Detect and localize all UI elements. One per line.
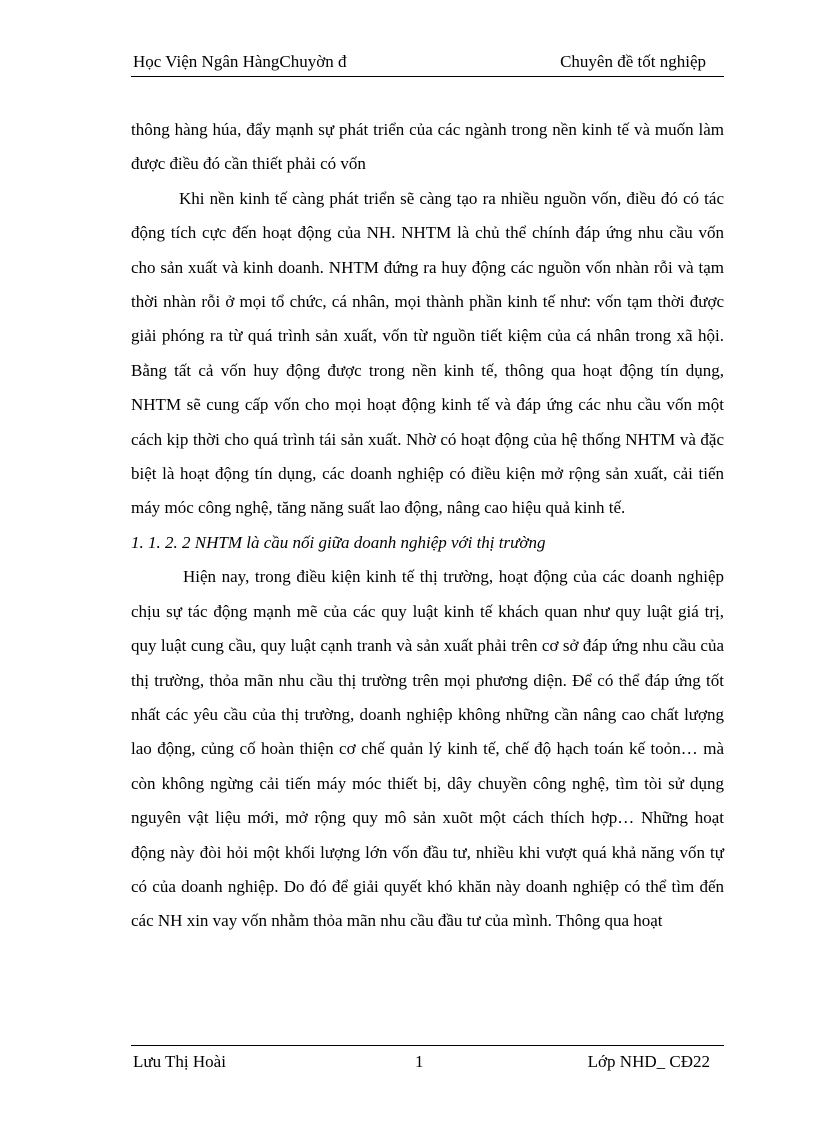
paragraph-continuation: thông hàng húa, đẩy mạnh sự phát triển của các ngành trong nền kinh tế và muốn làm được điều đó cần thiết phải có vốn [131, 120, 724, 174]
paragraph: Hiện nay, trong điều kiện kinh tế thị trường, hoạt động của các doanh nghiệp chịu sự tác động mạnh mẽ của các quy luật kinh tế khách quan như quy luật giá trị, quy luật cung cầu, quy luật cạnh tranh và sản xuất phải trên cơ sở đáp ứng nhu cầu của thị trường, thỏa mãn nhu cầu thị trường trên mọi phương diện. Để có thể đáp ứng tốt nhất các yêu cầu của thị trường, doanh nghiệp không những cần nâng cao chất lượng lao động, củng cố hoàn thiện cơ chế quản lý kinh tế, chế độ hạch toán kế toỏn… mà còn không ngừng cải tiến máy móc thiết bị, dây chuyền công nghệ, tìm tòi sử dụng nguyên vật liệu mới, mở rộng quy mô sản xuõt một cách thích hợp… Những hoạt động này đòi hỏi một khối lượng lớn vốn đầu tư, nhiều khi vượt quá khả năng vốn tự có của doanh nghiệp. Do đó để giải quyết khó khăn này doanh nghiệp có thể tìm đến các NH xin vay vốn nhằm thỏa mãn nhu cầu đầu tư của mình. Thông qua hoạt [131, 567, 724, 931]
page-number: 1 [415, 1052, 424, 1071]
page-footer [131, 1045, 724, 1076]
document-body [131, 113, 724, 939]
page-header [131, 52, 724, 77]
header-institution: Học Viện Ngân HàngChuyờn đ [133, 52, 347, 71]
section-heading: 1. 1. 2. 2 NHTM là cầu nối giữa doanh nghiệp với thị trường [131, 532, 546, 552]
footer-class: Lớp NHD_ CĐ22 [587, 1052, 710, 1071]
header-document-type: Chuyên đề tốt nghiệp [560, 52, 706, 71]
paragraph: Khi nền kinh tế càng phát triển sẽ càng tạo ra nhiều nguồn vốn, điều đó có tác động tích cực đến hoạt động của NH. NHTM là chủ thể chính đáp ứng nhu cầu vốn cho sản xuất và kinh doanh. NHTM đứng ra huy động các nguồn vốn nhàn rỗi và tạm thời nhàn rỗi ở mọi tổ chức, cá nhân, mọi thành phần kinh tế như: vốn tạm thời được giải phóng ra từ quá trình sản xuất, vốn từ nguồn tiết kiệm của cá nhân trong xã hội. Bằng tất cả vốn huy động được trong nền kinh tế, thông qua hoạt động tín dụng, NHTM sẽ cung cấp vốn cho mọi hoạt động kinh tế và đáp ứng các nhu cầu vốn một cách kịp thời cho quá trình tái sản xuất. Nhờ có hoạt động của hệ thống NHTM và đặc biệt là hoạt động tín dụng, các doanh nghiệp có điều kiện mở rộng sản xuất, cải tiến máy móc công nghệ, tăng năng suất lao động, nâng cao hiệu quả kinh tế. [131, 188, 724, 518]
footer-author: Lưu Thị Hoài [133, 1052, 226, 1071]
